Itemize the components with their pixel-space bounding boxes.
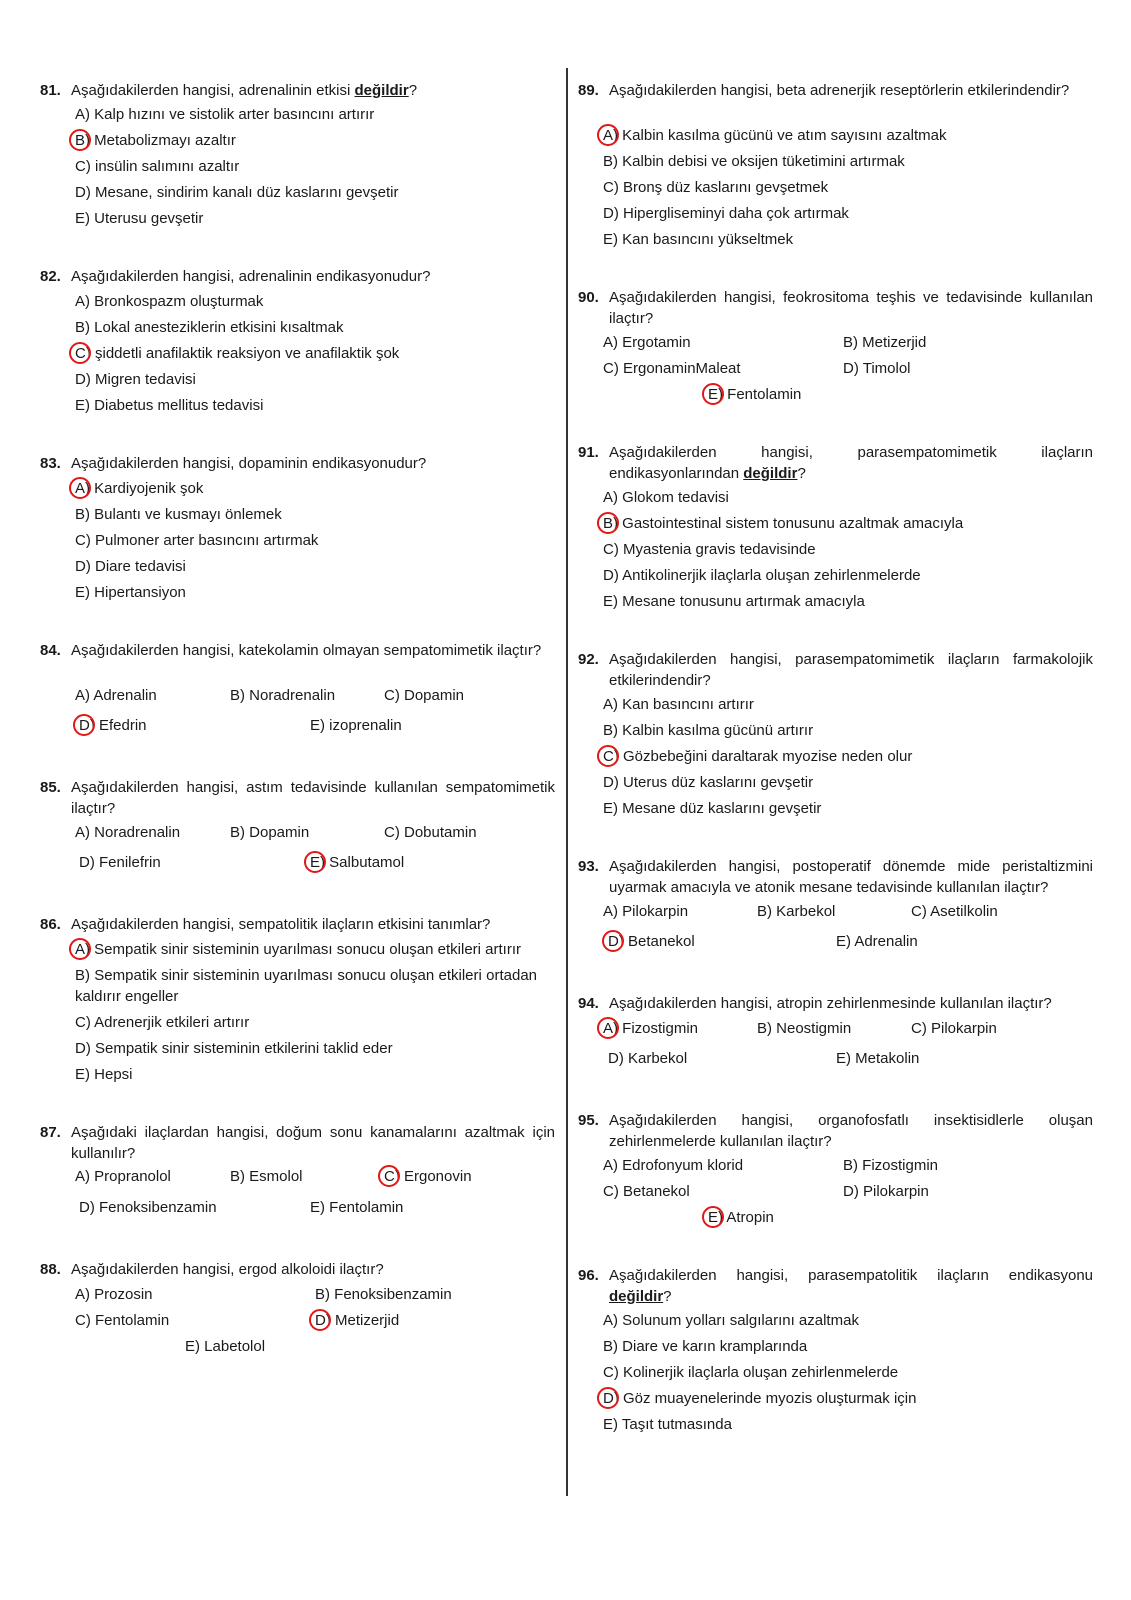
option-e[interactable]: E) Labetolol (185, 1338, 266, 1355)
option-c[interactable]: C) Adrenerjik etkileri artırır (75, 1014, 250, 1031)
question-stem: Aşağıdakilerden hangisi, katekolamin olmayan sempatomimetik ilaçtır? (71, 642, 542, 659)
option-e[interactable]: E) Kan basıncını yükseltmek (603, 231, 794, 248)
question-87 (40, 1122, 555, 1164)
option-a[interactable]: A) Adrenalin (75, 687, 157, 704)
option-b[interactable]: B) Neostigmin (757, 1020, 852, 1037)
option-b[interactable]: B) Metizerjid (843, 334, 927, 351)
question-number: 82. (40, 268, 61, 285)
answer-circle-icon (597, 124, 619, 146)
option-d-correct[interactable]: D) Metizerjid (315, 1310, 399, 1331)
question-81 (40, 80, 555, 101)
question-number: 87. (40, 1124, 61, 1141)
option-a-correct[interactable]: A) Kalbin kasılma gücünü ve atım sayısını azaltmak (603, 125, 946, 146)
answer-circle-icon (304, 851, 326, 873)
answer-circle-icon (602, 930, 624, 952)
question-number: 84. (40, 642, 61, 659)
question-number: 94. (578, 995, 599, 1012)
option-e[interactable]: E) Adrenalin (836, 933, 918, 950)
question-number: 88. (40, 1261, 61, 1278)
option-e[interactable]: E) Mesane tonusunu artırmak amacıyla (603, 593, 865, 610)
question-stem: Aşağıdakilerden hangisi, sempatolitik ilaçların etkisini tanımlar? (71, 916, 491, 933)
option-a[interactable]: A) Edrofonyum klorid (603, 1157, 744, 1174)
option-e[interactable]: E) Taşıt tutmasında (603, 1416, 732, 1433)
option-b[interactable]: B) Lokal anesteziklerin etkisini kısaltmak (75, 319, 344, 336)
option-a[interactable]: A) Propranolol (75, 1168, 171, 1185)
question-95 (578, 1110, 1093, 1152)
option-a-correct[interactable]: A) Kardiyojenik şok (75, 478, 203, 499)
question-stem: Aşağıdakilerden hangisi, beta adrenerjik reseptörlerin etkilerindendir? (609, 82, 1070, 99)
answer-circle-icon (702, 383, 724, 405)
option-b[interactable]: B) Diare ve karın kramplarında (603, 1338, 808, 1355)
option-a-correct[interactable]: A) Fizostigmin (603, 1018, 698, 1039)
option-d[interactable]: D) Uterus düz kaslarını gevşetir (603, 774, 814, 791)
question-91 (578, 442, 1093, 484)
option-b[interactable]: B) Karbekol (757, 903, 836, 920)
answer-circle-icon (597, 745, 619, 767)
option-d[interactable]: D) Migren tedavisi (75, 371, 196, 388)
option-b-correct[interactable]: B) Metabolizmayı azaltır (75, 130, 236, 151)
option-e[interactable]: E) Hepsi (75, 1066, 133, 1083)
option-b[interactable]: B) Kalbin kasılma gücünü artırır (603, 722, 814, 739)
option-a[interactable]: A) Pilokarpin (603, 903, 689, 920)
option-b[interactable]: B) Bulantı ve kusmayı önlemek (75, 506, 282, 523)
option-b[interactable]: B) Esmolol (230, 1168, 303, 1185)
answer-circle-icon (597, 1387, 619, 1409)
option-c[interactable]: C) Pulmoner arter basıncını artırmak (75, 532, 319, 549)
question-number: 85. (40, 779, 61, 796)
option-a[interactable]: A) Glokom tedavisi (603, 489, 729, 506)
question-stem: Aşağıdakilerden hangisi, adrenalinin endikasyonudur? (71, 268, 431, 285)
option-e[interactable]: E) Mesane düz kaslarını gevşetir (603, 800, 822, 817)
option-e[interactable]: E) Uterusu gevşetir (75, 210, 204, 227)
question-stem: Aşağıdakilerden hangisi, ergod alkoloidi ilaçtır? (71, 1261, 384, 1278)
question-number: 89. (578, 82, 599, 99)
option-b[interactable]: B) Fizostigmin (843, 1157, 939, 1174)
question-92 (578, 649, 1093, 691)
option-d[interactable]: D) Sempatik sinir sisteminin etkilerini taklid eder (75, 1040, 393, 1057)
option-d-correct[interactable]: D) Efedrin (79, 715, 147, 736)
option-b[interactable]: B) Noradrenalin (230, 687, 336, 704)
option-e-correct[interactable]: E) Atropin (708, 1207, 774, 1228)
question-stem: Aşağıdakilerden hangisi, adrenalinin etkisi değildir? (71, 82, 418, 99)
option-b[interactable]: B) Dopamin (230, 824, 310, 841)
question-90 (578, 287, 1093, 329)
option-c[interactable]: C) Asetilkolin (911, 903, 998, 920)
column-divider (566, 68, 568, 1496)
option-e[interactable]: E) Metakolin (836, 1050, 920, 1067)
option-e[interactable]: E) Fentolamin (310, 1199, 404, 1216)
question-86 (40, 914, 555, 935)
option-c[interactable]: C) ErgonaminMaleat (603, 360, 741, 377)
answer-circle-icon (378, 1165, 400, 1187)
question-stem: Aşağıdakilerden hangisi, astım tedavisinde kullanılan sempatomimetik ilaçtır? (71, 779, 555, 817)
question-88 (40, 1259, 555, 1280)
question-number: 96. (578, 1267, 599, 1284)
question-93 (578, 856, 1093, 898)
option-d[interactable]: D) Timolol (843, 360, 911, 377)
question-number: 90. (578, 289, 599, 306)
option-d[interactable]: D) Hipergliseminyi daha çok artırmak (603, 205, 849, 222)
option-a[interactable]: A) Kalp hızını ve sistolik arter basıncını artırır (75, 106, 375, 123)
option-d-correct[interactable]: D) Göz muayenelerinde myozis oluşturmak için (603, 1388, 916, 1409)
option-b[interactable]: B) Sempatik sinir sisteminin uyarılması sonucu oluşan etkileri ortadan kaldırır engeller (75, 967, 537, 1005)
question-stem: Aşağıdakilerden hangisi, postoperatif dönemde mide peristaltizmini uyarmak amacıyla ve atonik mesane tedavisinde kullanılan ilaçtır? (609, 858, 1093, 896)
question-stem: Aşağıdaki ilaçlardan hangisi, doğum sonu kanamalarını azaltmak için kullanılır? (71, 1124, 555, 1162)
option-c[interactable]: C) Betanekol (603, 1183, 690, 1200)
question-94 (578, 993, 1093, 1014)
option-a[interactable]: A) Bronkospazm oluşturmak (75, 293, 264, 310)
question-96 (578, 1265, 1093, 1307)
option-b-correct[interactable]: B) Gastointestinal sistem tonusunu azaltmak amacıyla (603, 513, 963, 534)
question-number: 86. (40, 916, 61, 933)
option-d[interactable]: D) Fenoksibenzamin (79, 1199, 217, 1216)
question-85 (40, 777, 555, 819)
option-d[interactable]: D) Fenilefrin (79, 854, 161, 871)
option-c[interactable]: C) Pilokarpin (911, 1020, 997, 1037)
option-c[interactable]: C) Dobutamin (384, 824, 477, 841)
question-number: 91. (578, 444, 599, 461)
question-number: 95. (578, 1112, 599, 1129)
answer-circle-icon (597, 1017, 619, 1039)
option-d[interactable]: D) Mesane, sindirim kanalı düz kaslarını gevşetir (75, 184, 399, 201)
answer-circle-icon (69, 342, 91, 364)
question-83 (40, 453, 555, 474)
question-stem: Aşağıdakilerden hangisi, parasempatomimetik ilaçların endikasyonlarından değildir? (609, 444, 1093, 482)
answer-circle-icon (69, 477, 91, 499)
option-d[interactable]: D) Karbekol (608, 1050, 688, 1067)
option-c[interactable]: C) Dopamin (384, 687, 465, 704)
question-number: 83. (40, 455, 61, 472)
question-number: 93. (578, 858, 599, 875)
option-a[interactable]: A) Prozosin (75, 1286, 153, 1303)
option-a[interactable]: A) Kan basıncını artırır (603, 696, 754, 713)
option-d[interactable]: D) Antikolinerjik ilaçlarla oluşan zehirlenmelerde (603, 567, 921, 584)
answer-circle-icon (69, 129, 91, 151)
option-c[interactable]: C) Fentolamin (75, 1312, 170, 1329)
answer-circle-icon (73, 714, 95, 736)
question-84 (40, 640, 555, 661)
option-c[interactable]: C) Bronş düz kaslarını gevşetmek (603, 179, 829, 196)
question-stem: Aşağıdakilerden hangisi, atropin zehirlenmesinde kullanılan ilaçtır? (609, 995, 1052, 1012)
option-e-correct[interactable]: E) Salbutamol (310, 852, 404, 873)
question-number: 81. (40, 82, 61, 99)
option-e[interactable]: E) izoprenalin (310, 717, 402, 734)
option-c-correct[interactable]: C) Gözbebeğini daraltarak myozise neden olur (603, 746, 912, 767)
option-e[interactable]: E) Hipertansiyon (75, 584, 186, 601)
answer-circle-icon (702, 1206, 724, 1228)
option-b[interactable]: B) Kalbin debisi ve oksijen tüketimini artırmak (603, 153, 905, 170)
question-stem: Aşağıdakilerden hangisi, feokrositoma teşhis ve tedavisinde kullanılan ilaçtır? (609, 289, 1093, 327)
option-b[interactable]: B) Fenoksibenzamin (315, 1286, 452, 1303)
option-d-correct[interactable]: D) Betanekol (608, 931, 695, 952)
question-stem: Aşağıdakilerden hangisi, parasempatomimetik ilaçların farmakolojik etkilerindendir? (609, 651, 1093, 689)
option-e[interactable]: E) Diabetus mellitus tedavisi (75, 397, 264, 414)
option-c-correct[interactable]: C) şiddetli anafilaktik reaksiyon ve anafilaktik şok (75, 343, 399, 364)
question-89 (578, 80, 1093, 101)
question-stem: Aşağıdakilerden hangisi, organofosfatlı insektisidlerle oluşan zehirlenmelerde kullanılan ilaçtır? (609, 1112, 1093, 1150)
option-a-correct[interactable]: A) Sempatik sinir sisteminin uyarılması sonucu oluşan etkileri artırır (75, 939, 521, 960)
question-number: 92. (578, 651, 599, 668)
option-d[interactable]: D) Pilokarpin (843, 1183, 929, 1200)
question-stem: Aşağıdakilerden hangisi, parasempatolitik ilaçların endikasyonu değildir? (609, 1267, 1093, 1305)
option-e-correct[interactable]: E) Fentolamin (708, 384, 801, 405)
option-c[interactable]: C) Myastenia gravis tedavisinde (603, 541, 816, 558)
option-a[interactable]: A) Solunum yolları salgılarını azaltmak (603, 1312, 859, 1329)
option-a[interactable]: A) Ergotamin (603, 334, 691, 351)
question-stem: Aşağıdakilerden hangisi, dopaminin endikasyonudur? (71, 455, 427, 472)
answer-circle-icon (597, 512, 619, 534)
option-d[interactable]: D) Diare tedavisi (75, 558, 186, 575)
answer-circle-icon (309, 1309, 331, 1331)
option-c-correct[interactable]: C) Ergonovin (384, 1166, 472, 1187)
option-c[interactable]: C) Kolinerjik ilaçlarla oluşan zehirlenmelerde (603, 1364, 899, 1381)
option-a[interactable]: A) Noradrenalin (75, 824, 181, 841)
question-82 (40, 266, 555, 287)
answer-circle-icon (69, 938, 91, 960)
option-c[interactable]: C) insülin salımını azaltır (75, 158, 240, 175)
